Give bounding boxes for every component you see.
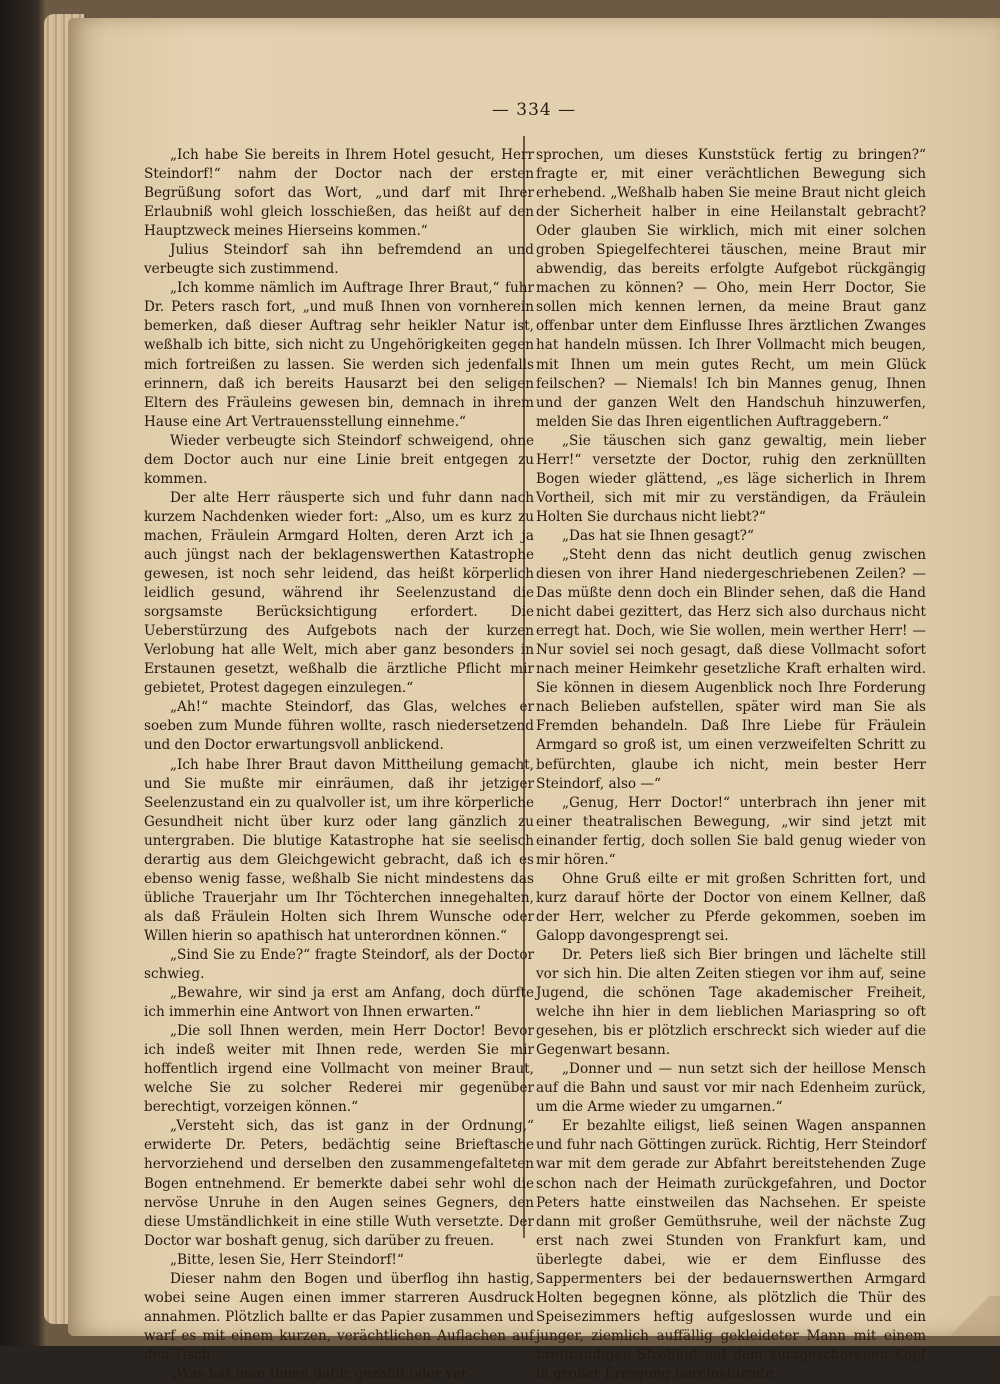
paragraph: sprochen, um dieses Kunststück fertig zu bringen?“ fragte er, mit einer verächtlichen Bewegung sich erhebend. „Weßhalb haben Sie meine Braut nicht gleich der Sicherheit halber in eine Heilanstalt gebracht? Oder glauben Sie wirklich, mich mit einer solchen groben Spiegelfechterei täuschen, meine Braut mir abwendig, das bereits erfolgte Aufgebot rückgängig machen zu können? — Oho, mein Herr Doctor, Sie sollen mich kennen lernen, da meine Braut ganz offenbar unter dem Einflusse Ihres ärztlichen Zwanges hat handeln müssen. Ich Ihrer Vollmacht mich beugen, mit Ihnen um mein gutes Recht, um mein Glück feilschen? — Niemals! Ich bin Mannes genug, Ihnen und der ganzen Welt den Handschuh hinzuwerfen, melden Sie das Ihren eigentlichen Auftraggebern.“: [536, 147, 926, 430]
paragraph: „Bewahre, wir sind ja erst am Anfang, doch dürfte ich immerhin eine Antwort von Ihnen erwarten.“: [144, 985, 534, 1021]
paragraph: „Ich habe Sie bereits in Ihrem Hotel gesucht, Herr Steindorf!“ nahm der Doctor nach der ersten Begrüßung sofort das Wort, „und darf mit Ihrer Erlaubniß wohl gleich losschießen, das heißt auf den Hauptzweck meines Hierseins kommen.“: [144, 147, 534, 240]
paragraph: „Sie täuschen sich ganz gewaltig, mein lieber Herr!“ versetzte der Doctor, ruhig den zerknüllten Bogen wieder glättend, „es läge sicherlich in Ihrem Vortheil, sich mit mir zu verständigen, da Fräulein Holten Sie durchaus nicht liebt?“: [536, 432, 926, 525]
paragraph: Ohne Gruß eilte er mit großen Schritten fort, und kurz darauf hörte der Doctor von einem Kellner, daß der Herr, welcher zu Pferde gekommen, soeben im Galopp davongesprengt sei.: [536, 870, 926, 944]
paragraph: „Die soll Ihnen werden, mein Herr Doctor! Bevor ich indeß weiter mit Ihnen rede, werden Sie mir hoffentlich irgend eine Vollmacht von meiner Braut, welche Sie zu solcher Rederei mir gegenüber berechtigt, vorzeigen können.“: [144, 1023, 534, 1116]
paragraph: „Das hat sie Ihnen gesagt?“: [562, 527, 754, 544]
paragraph: Der alte Herr räusperte sich und fuhr dann nach kurzem Nachdenken wieder fort: „Also, um es kurz zu machen, Fräulein Armgard Holten, deren Arzt ich ja auch jüngst nach der beklagenswerthen Katastrophe gewesen, ist noch sehr leidend, das heißt körperlich leidlich gesund, während ihr Seelenzustand die sorgsamste Berücksichtigung erfordert. Die Ueberstürzung des Aufgebots nach der kurzen Verlobung hat alle Welt, mich aber ganz besonders in Erstaunen gesetzt, weßhalb die ärztliche Pflicht mir gebietet, Protest dagegen einzulegen.“: [144, 489, 534, 697]
paragraph: „Sind Sie zu Ende?“ fragte Steindorf, als der Doctor schwieg.: [144, 946, 534, 983]
paragraph: „Bitte, lesen Sie, Herr Steindorf!“: [170, 1251, 404, 1268]
paragraph: Julius Steindorf sah ihn befremdend an und verbeugte sich zustimmend.: [144, 242, 534, 278]
paragraph: „Versteht sich, das ist ganz in der Ordnung,“ erwiderte Dr. Peters, bedächtig seine Brieftasche hervorziehend und derselben den zusammengefalteten Bogen entnehmend. Er bemerkte dabei sehr wohl die nervöse Unruhe in den Augen seines Gegners, den diese Umständlichkeit in eine stille Wuth versetzte. Der Doctor war boshaft genug, sich darüber zu freuen.: [144, 1118, 534, 1249]
paragraph: „Steht denn das nicht deutlich genug zwischen diesen von ihrer Hand niedergeschriebenen Zeilen? — Das müßte denn doch ein Blinder sehen, daß die Hand nicht dabei gezittert, das Herz sich also durchaus nicht erregt hat. Doch, wie Sie wollen, mein werther Herr! — Nur soviel sei noch gesagt, daß diese Vollmacht sofort nach meiner Heimkehr gesetzliche Kraft erhalten wird. Sie können in diesem Augenblick noch Ihre Forderung nach Belieben aufstellen, später wird man Sie als Fremden behandeln. Daß Ihre Liebe für Fräulein Armgard so groß ist, um einen verzweifelten Schritt zu befürchten, glaube ich nicht, mein bester Herr Steindorf, also —“: [536, 546, 926, 792]
paragraph: Dr. Peters ließ sich Bier bringen und lächelte still vor sich hin. Die alten Zeiten stiegen vor ihm auf, seine Jugend, die schönen Tage akademischer Freiheit, welche ihn hier in dem lieblichen Mariaspring so oft gesehen, bis er plötzlich erschreckt sich wieder auf die Gegenwart besann.: [536, 946, 926, 1059]
left-column: [144, 146, 534, 1384]
page-corner-shadow: [940, 1296, 1000, 1336]
page-number: — 334 —: [491, 100, 577, 120]
paragraph: „Genug, Herr Doctor!“ unterbrach ihn jener mit einer theatralischen Bewegung, „wir sind jetzt mit einander fertig, doch sollen Sie bald genug wieder von mir hören.“: [536, 794, 926, 868]
paragraph: Wieder verbeugte sich Steindorf schweigend, ohne dem Doctor auch nur eine Linie breit entgegen zu kommen.: [144, 432, 534, 487]
paragraph: „Ich komme nämlich im Auftrage Ihrer Braut,“ fuhr Dr. Peters rasch fort, „und muß Ihnen von vornherein bemerken, daß dieser Auftrag sehr heikler Natur ist, weßhalb ich bitte, sich nicht zu Ungehörigkeiten gegen mich fortreißen zu lassen. Sie werden sich jedenfalls erinnern, daß ich bereits Hausarzt bei den seligen Eltern des Fräuleins gewesen bin, demnach in ihrem Hause eine Art Vertrauensstellung einnehme.“: [144, 280, 534, 430]
book-page: [68, 18, 1000, 1382]
paragraph: „Was hat man Ihnen dafür gezahlt oder ver-: [170, 1366, 473, 1382]
right-column: [536, 146, 926, 1384]
paragraph: „Ich habe Ihrer Braut davon Mittheilung gemacht, und Sie mußte mir einräumen, daß ihr jetziger Seelenzustand ein zu qualvoller ist, um ihre körperliche Gesundheit nicht über kurz oder lang gänzlich zu untergraben. Die blutige Katastrophe hat sie seelisch derartig aus dem Gleichgewicht gebracht, daß ich es ebenso wenig fasse, weßhalb Sie nicht mindestens das übliche Trauerjahr um Ihr Töchterchen innegehalten, als daß Fräulein Holten sich Ihrem Wunsche oder Willen hierin so apathisch hat unterordnen können.“: [144, 756, 534, 944]
paragraph: „Donner und — nun setzt sich der heillose Mensch auf die Bahn und saust vor mir nach Edenheim zurück, um die Arme wieder zu umgarnen.“: [536, 1061, 926, 1116]
paragraph: Er bezahlte eiligst, ließ seinen Wagen anspannen und fuhr nach Göttingen zurück. Richtig, Herr Steindorf war mit dem gerade zur Abfahrt bereitstehenden Zuge schon nach der Heimath zurückgefahren, und Doctor Peters hatte einstweilen das Nachsehen. Er speiste dann mit großer Gemüthsruhe, weil der nächste Zug erst nach zwei Stunden von Frankfurt kam, und überlegte dabei, wie er dem Einflusse des Sappermenters bei der bedauernswerthen Armgard Holten begegnen könne, als plötzlich die Thür des Speisezimmers heftig aufgeslossen wurde und ein junger, ziemlich auffällig gekleideter Mann mit einem breitrandigen Strohhut auf dem kurzgeschorenen Kopf in großer Erregung hereinstürmte.: [536, 1118, 926, 1382]
paragraph: „Ah!“ machte Steindorf, das Glas, welches er soeben zum Munde führen wollte, rasch niedersetzend und den Doctor erwartungsvoll anblickend.: [144, 699, 534, 754]
paragraph: Dieser nahm den Bogen und überflog ihn hastig, wobei seine Augen einen immer starreren Ausdruck annahmen. Plötzlich ballte er das Papier zusammen und warf es mit einem kurzen, verächtlichen Auflachen auf den Tisch.: [144, 1270, 534, 1363]
